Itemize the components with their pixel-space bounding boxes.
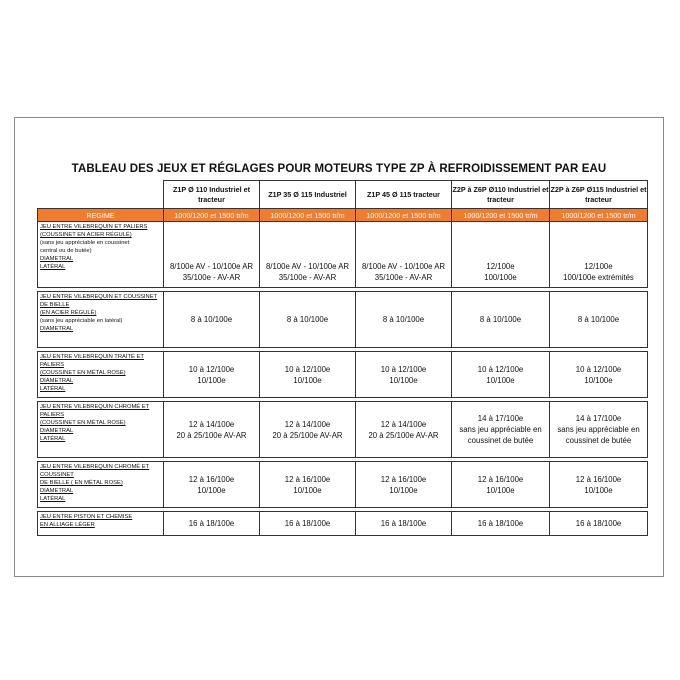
value-cell (164, 222, 260, 288)
table-row (38, 402, 648, 458)
value-text: 10/100e (486, 485, 515, 495)
value-text: 16 à 18/100e (575, 519, 622, 528)
row-label (38, 222, 164, 288)
row-label (38, 512, 164, 536)
row-label-line: EN ALLIAGE LÉGER (40, 522, 95, 528)
value-text: 10/100e (584, 375, 613, 385)
value-cell (164, 292, 260, 348)
row-label-line: JEU ENTRE VILEBREQUIN ET COUSSINET DE BIELLE (40, 294, 158, 308)
value-cell (550, 512, 648, 536)
row-label-line: JEU ENTRE VILEBREQUIN ET PALIERS (40, 224, 148, 230)
value-text: 8/100e AV - 10/100e AR (265, 262, 350, 271)
value-text: 8 à 10/100e (382, 315, 425, 324)
value-text: 10/100e (293, 375, 322, 385)
value-text: 8 à 10/100e (479, 315, 522, 324)
value-text: 16 à 18/100e (188, 519, 235, 528)
row-label-line: JEU ENTRE VILEBREQUIN CHROMÉ ET COUSSINET (40, 464, 150, 478)
value-text: 8 à 10/100e (577, 315, 620, 324)
column-header: Z1P 35 Ø 115 Industriel (260, 181, 356, 209)
value-cell (356, 352, 452, 398)
header-blank-cell (38, 181, 164, 209)
value-cell (550, 352, 648, 398)
row-label-line: (sans jeu appréciable en latéral) (40, 318, 123, 324)
value-cell (452, 462, 550, 508)
value-text: 12 à 16/100e (284, 474, 331, 484)
value-cell (550, 402, 648, 458)
row-label-line: LATÉRAL (40, 386, 66, 392)
row-label-line: LATÉRAL (40, 436, 66, 442)
value-cell (164, 462, 260, 508)
value-cell (260, 292, 356, 348)
row-label-line: LATÉRAL (40, 496, 66, 502)
value-text: 14 à 17/100e (477, 414, 524, 423)
value-text: 10/100e (293, 485, 322, 495)
table-row (38, 352, 648, 398)
value-cell (356, 512, 452, 536)
value-text: 20 à 25/100e AV-AR (272, 430, 343, 440)
value-text: 20 à 25/100e AV-AR (176, 430, 247, 440)
row-label (38, 402, 164, 458)
value-text: 10/100e (486, 375, 515, 385)
value-text: 35/100e - AV-AR (374, 273, 433, 282)
value-text: 12 à 14/100e (380, 419, 427, 429)
value-text: 8/100e AV - 10/100e AR (169, 262, 254, 271)
row-label-line: DE BIELLE ( EN MÉTAL ROSE) (40, 480, 123, 486)
table-row (38, 292, 648, 348)
value-text: 10/100e (197, 485, 226, 495)
header-row (38, 181, 648, 209)
value-text: 10 à 12/100e (284, 364, 331, 374)
value-text: 100/100e (484, 273, 517, 282)
regime-value: 1000/1200 et 1500 tr/m (356, 209, 452, 222)
clearances-table (37, 180, 648, 536)
column-header: Z1P 45 Ø 115 tracteur (356, 181, 452, 209)
value-text: 10 à 12/100e (380, 364, 427, 374)
value-text: 35/100e - AV-AR (182, 273, 241, 282)
regime-value: 1000/1200 et 1500 tr/m (260, 209, 356, 222)
value-text: 12 à 16/100e (575, 474, 622, 484)
column-header: Z1P Ø 110 Industriel et tracteur (164, 181, 260, 209)
row-label (38, 352, 164, 398)
value-text: 8 à 10/100e (286, 315, 329, 324)
value-cell (356, 292, 452, 348)
row-label-line: (COUSSINET EN MÉTAL ROSE) (40, 420, 126, 426)
table-row (38, 222, 648, 288)
row-label (38, 462, 164, 508)
value-text: 8/100e AV - 10/100e AR (361, 262, 446, 271)
regime-value: 1000/1200 et 1500 tr/m (164, 209, 260, 222)
value-text: 10/100e (584, 485, 613, 495)
value-text: 10 à 12/100e (477, 364, 524, 374)
value-text: sans jeu appréciable en (557, 425, 640, 434)
row-label-line: LATÉRAL (40, 264, 66, 270)
regime-value: 1000/1200 et 1500 tr/m (452, 209, 550, 222)
value-cell (452, 292, 550, 348)
value-cell (260, 462, 356, 508)
value-text: 12 à 14/100e (188, 419, 235, 429)
row-label-line: (COUSSINET EN MÉTAL ROSE) (40, 370, 126, 376)
value-text: 10/100e (197, 375, 226, 385)
value-cell (164, 402, 260, 458)
value-text: 12/100e (584, 262, 613, 271)
table-row (38, 512, 648, 536)
value-cell (452, 512, 550, 536)
value-cell (550, 292, 648, 348)
page-title: TABLEAU DES JEUX ET RÉGLAGES POUR MOTEURS TYPE ZP À REFROIDISSEMENT PAR EAU (71, 163, 607, 175)
value-cell (260, 402, 356, 458)
value-cell (260, 512, 356, 536)
value-text: 12/100e (486, 262, 515, 271)
value-cell (550, 462, 648, 508)
value-text: 12 à 14/100e (284, 419, 331, 429)
value-text: 100/100e extrémités (563, 273, 634, 282)
value-text: 12 à 16/100e (380, 474, 427, 484)
value-cell (356, 222, 452, 288)
value-text: coussinet de butée (467, 436, 534, 445)
value-text: 16 à 18/100e (477, 519, 524, 528)
value-text: 10/100e (389, 485, 418, 495)
row-label-line: JEU ENTRE VILEBREQUIN TRAITÉ ET PALIERS (40, 354, 144, 368)
value-text: 8 à 10/100e (190, 315, 233, 324)
row-label-line: (EN ACIER RÉGULÉ) (40, 310, 97, 316)
row-label-line: JEU ENTRE VILEBREQUIN CHROMÉ ET PALIERS (40, 404, 150, 418)
column-header: Z2P à Z6P Ø115 Industriel et tracteur (550, 181, 648, 209)
column-header: Z2P à Z6P Ø110 Industriel et tracteur (452, 181, 550, 209)
row-label-line: DIAMETRAL (40, 326, 74, 332)
value-cell (260, 222, 356, 288)
row-label-line: JEU ENTRE PISTON ET CHEMISE (40, 514, 133, 520)
row-label-line: DIAMETRAL (40, 428, 74, 434)
row-label (38, 292, 164, 348)
row-label-line: (sans jeu appréciable en coussinet (40, 240, 130, 246)
regime-label: REGIME (38, 209, 164, 222)
regime-value: 1000/1200 et 1500 tr/m (550, 209, 648, 222)
value-text: 12 à 16/100e (477, 474, 524, 484)
value-cell (164, 352, 260, 398)
value-text: coussinet de butée (565, 436, 632, 445)
value-cell (356, 462, 452, 508)
row-label-line: DIAMETRAL (40, 378, 74, 384)
value-cell (550, 222, 648, 288)
value-text: 10/100e (389, 375, 418, 385)
value-cell (164, 512, 260, 536)
value-text: 16 à 18/100e (284, 519, 331, 528)
value-text: 35/100e - AV-AR (278, 273, 337, 282)
value-cell (260, 352, 356, 398)
row-label-line: central ou de butée) (40, 248, 92, 254)
row-label-line: (COUSSINET EN ACIER RÉGULÉ) (40, 232, 132, 238)
value-cell (452, 352, 550, 398)
table-row (38, 462, 648, 508)
regime-row (38, 209, 648, 222)
value-text: sans jeu appréciable en (459, 425, 542, 434)
value-cell (452, 222, 550, 288)
value-text: 10 à 12/100e (188, 364, 235, 374)
value-text: 16 à 18/100e (380, 519, 427, 528)
row-label-line: DIAMETRAL (40, 488, 74, 494)
row-label-line: DIAMETRAL (40, 256, 74, 262)
value-text: 20 à 25/100e AV-AR (368, 430, 439, 440)
value-cell (452, 402, 550, 458)
value-text: 10 à 12/100e (575, 364, 622, 374)
value-text: 12 à 16/100e (188, 474, 235, 484)
value-cell (356, 402, 452, 458)
value-text: 14 à 17/100e (575, 414, 622, 423)
document-sheet (14, 117, 664, 577)
